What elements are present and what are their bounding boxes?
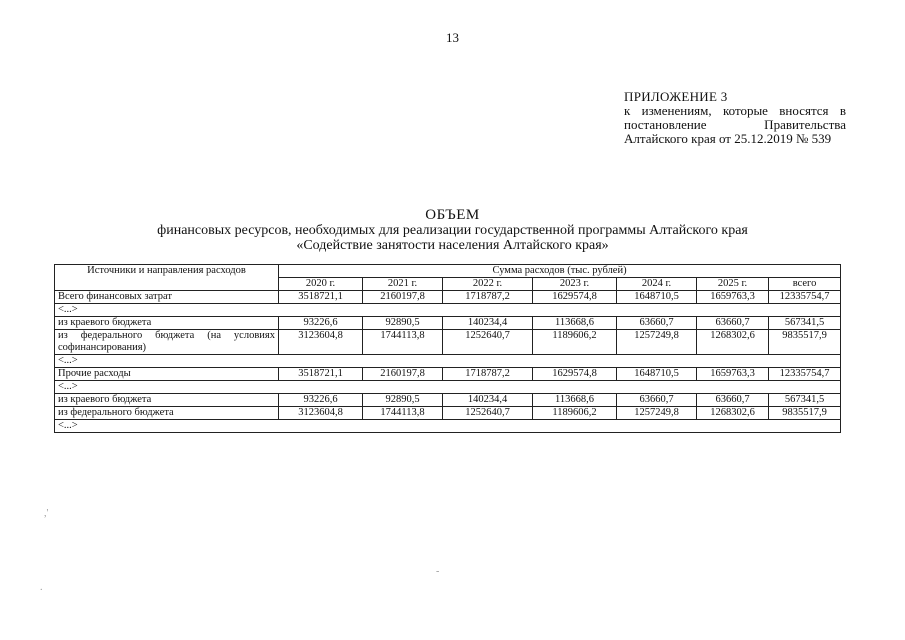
- ellipsis-row: [55, 304, 841, 317]
- table-row: [55, 330, 841, 355]
- value-cell: 3518721,1: [279, 368, 363, 381]
- row-label: из федерального бюджета: [55, 407, 279, 420]
- value-cell: 1718787,2: [443, 368, 533, 381]
- row-label: из федерального бюджета (на условиях софинансирования): [55, 330, 279, 355]
- heading-line-2: «Содействие занятости населения Алтайского края»: [296, 238, 609, 253]
- value-cell: 92890,5: [363, 317, 443, 330]
- table-row: [55, 317, 841, 330]
- table-row: [55, 291, 841, 304]
- row-label: из краевого бюджета: [55, 317, 279, 330]
- ellipsis-row: [55, 355, 841, 368]
- value-cell: 1718787,2: [443, 291, 533, 304]
- document-heading: [0, 208, 905, 253]
- value-cell: 1252640,7: [443, 330, 533, 355]
- table-row: [55, 368, 841, 381]
- value-cell: 1648710,5: [617, 291, 697, 304]
- header-year: 2024 г.: [617, 278, 697, 291]
- header-year: 2023 г.: [533, 278, 617, 291]
- ellipsis-cell: <...>: [55, 381, 841, 394]
- header-year: 2025 г.: [697, 278, 769, 291]
- ellipsis-row: [55, 381, 841, 394]
- value-cell: 1268302,6: [697, 330, 769, 355]
- row-label: Всего финансовых затрат: [55, 291, 279, 304]
- ellipsis-row: [55, 420, 841, 433]
- total-cell: 567341,5: [769, 317, 841, 330]
- value-cell: 1252640,7: [443, 407, 533, 420]
- table-row: [55, 407, 841, 420]
- value-cell: 1257249,8: [617, 407, 697, 420]
- value-cell: 1629574,8: [533, 368, 617, 381]
- value-cell: 1659763,3: [697, 368, 769, 381]
- heading-line-1: финансовых ресурсов, необходимых для реализации государственной программы Алтайского края: [157, 223, 748, 238]
- total-cell: 567341,5: [769, 394, 841, 407]
- value-cell: 1189606,2: [533, 407, 617, 420]
- ellipsis-cell: <...>: [55, 304, 841, 317]
- value-cell: 140234,4: [443, 317, 533, 330]
- row-label: Прочие расходы: [55, 368, 279, 381]
- scan-mark: .: [40, 582, 43, 593]
- header-source-cell: Источники и направления расходов: [55, 265, 279, 291]
- table-row: [55, 394, 841, 407]
- value-cell: 93226,6: [279, 317, 363, 330]
- value-cell: 1189606,2: [533, 330, 617, 355]
- value-cell: 1744113,8: [363, 407, 443, 420]
- total-cell: 12335754,7: [769, 368, 841, 381]
- scan-mark: ,': [44, 508, 49, 519]
- value-cell: 92890,5: [363, 394, 443, 407]
- ellipsis-cell: <...>: [55, 420, 841, 433]
- total-cell: 12335754,7: [769, 291, 841, 304]
- total-cell: 9835517,9: [769, 330, 841, 355]
- header-sum-cell: Сумма расходов (тыс. рублей): [279, 265, 841, 278]
- table-header-row: [55, 265, 841, 278]
- row-label: из краевого бюджета: [55, 394, 279, 407]
- value-cell: 1268302,6: [697, 407, 769, 420]
- value-cell: 2160197,8: [363, 368, 443, 381]
- financing-table: [54, 264, 841, 433]
- page-number: 13: [446, 30, 459, 45]
- header-year: 2022 г.: [443, 278, 533, 291]
- ellipsis-cell: <...>: [55, 355, 841, 368]
- value-cell: 113668,6: [533, 394, 617, 407]
- value-cell: 1648710,5: [617, 368, 697, 381]
- value-cell: 93226,6: [279, 394, 363, 407]
- value-cell: 2160197,8: [363, 291, 443, 304]
- appendix-text: к изменениям, которые вносятся в постановление Правительства Алтайского края от 25.12.2019 № 539: [624, 103, 846, 146]
- header-total: всего: [769, 278, 841, 291]
- value-cell: 3518721,1: [279, 291, 363, 304]
- value-cell: 1257249,8: [617, 330, 697, 355]
- value-cell: 63660,7: [697, 394, 769, 407]
- heading-title: ОБЪЕМ: [425, 207, 480, 223]
- value-cell: 113668,6: [533, 317, 617, 330]
- header-year: 2020 г.: [279, 278, 363, 291]
- value-cell: 140234,4: [443, 394, 533, 407]
- value-cell: 3123604,8: [279, 330, 363, 355]
- value-cell: 1629574,8: [533, 291, 617, 304]
- value-cell: 63660,7: [697, 317, 769, 330]
- total-cell: 9835517,9: [769, 407, 841, 420]
- value-cell: 1744113,8: [363, 330, 443, 355]
- appendix-title: ПРИЛОЖЕНИЕ 3: [624, 89, 728, 104]
- value-cell: 63660,7: [617, 317, 697, 330]
- value-cell: 63660,7: [617, 394, 697, 407]
- appendix-block: [624, 90, 846, 146]
- header-year: 2021 г.: [363, 278, 443, 291]
- value-cell: 3123604,8: [279, 407, 363, 420]
- scan-mark: -: [436, 566, 440, 577]
- value-cell: 1659763,3: [697, 291, 769, 304]
